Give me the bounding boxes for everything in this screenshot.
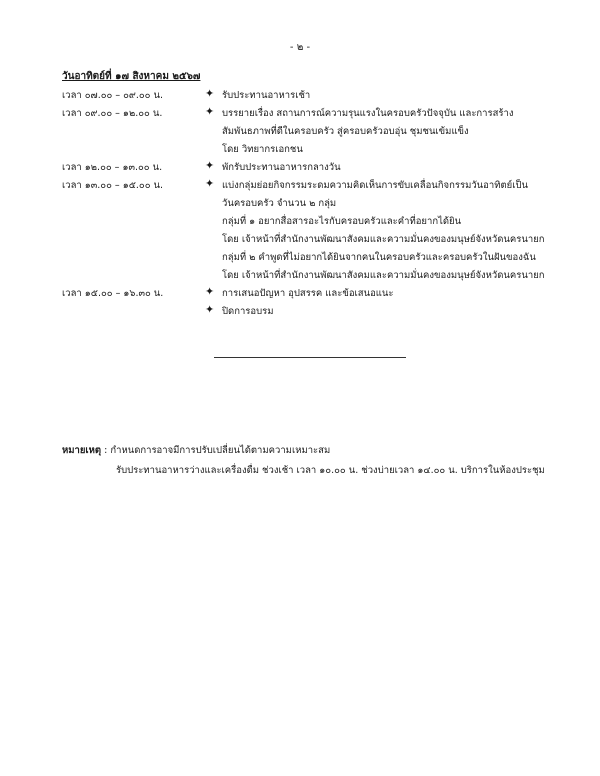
schedule-time: เวลา ๑๓.๐๐ – ๑๕.๐๐ น.: [62, 180, 164, 191]
schedule-line: การเสนอปัญหา อุปสรรค และข้อเสนอแนะ: [222, 288, 394, 299]
schedule-line: กลุ่มที่ ๑ อยากสื่อสารอะไรกับครอบครัวและคำที่อยากได้ยิน: [222, 216, 462, 227]
section-divider: [214, 357, 406, 358]
four-point-star-icon: ✦: [205, 285, 215, 298]
four-point-star-icon: ✦: [205, 303, 215, 316]
schedule-line: โดย เจ้าหน้าที่สำนักงานพัฒนาสังคมและความมั่นคงของมนุษย์จังหวัดนครนายก: [222, 234, 545, 245]
schedule-line: โดย วิทยากรเอกชน: [222, 144, 303, 155]
schedule-line: รับประทานอาหารเช้า: [222, 90, 311, 101]
four-point-star-icon: ✦: [205, 105, 215, 118]
schedule-line: ปิดการอบรม: [222, 306, 274, 317]
page-number: - ๒ -: [289, 42, 311, 53]
four-point-star-icon: ✦: [205, 159, 215, 172]
four-point-star-icon: ✦: [205, 177, 215, 190]
schedule-time: เวลา ๑๒.๐๐ – ๑๓.๐๐ น.: [62, 162, 163, 173]
schedule-time: เวลา ๐๗.๐๐ – ๐๙.๐๐ น.: [62, 90, 164, 101]
schedule-time: เวลา ๐๙.๐๐ – ๑๒.๐๐ น.: [62, 108, 163, 119]
schedule-time: เวลา ๑๕.๐๐ – ๑๖.๓๐ น.: [62, 288, 164, 299]
remark-label: หมายเหตุ: [62, 445, 102, 456]
remark-line-2: รับประทานอาหารว่างและเครื่องดื่ม ช่วงเช้า เวลา ๑๐.๐๐ น. ช่วงบ่ายเวลา ๑๔.๐๐ น. บริการในห้องประชุม: [116, 465, 545, 476]
remark-text: : กำหนดการอาจมีการปรับเปลี่ยนได้ตามความเหมาะสม: [104, 445, 331, 456]
schedule-line: บรรยายเรื่อง สถานการณ์ความรุนแรงในครอบครัวปัจจุบัน และการสร้าง: [222, 108, 514, 119]
four-point-star-icon: ✦: [205, 87, 215, 100]
schedule-line: สัมพันธภาพที่ดีในครอบครัว สู่ครอบครัวอบอุ่น ชุมชนเข้มแข็ง: [222, 126, 469, 137]
remark-line-1: [62, 443, 330, 458]
schedule-line: กลุ่มที่ ๒ คำพูดที่ไม่อยากได้ยินจากคนในครอบครัวและครอบครัวในฝันของฉัน: [222, 252, 536, 263]
schedule-line: พักรับประทานอาหารกลางวัน: [222, 162, 341, 173]
day-heading: วันอาทิตย์ที่ ๑๗ สิงหาคม ๒๕๖๗: [62, 71, 201, 82]
schedule-line: วันครอบครัว จำนวน ๒ กลุ่ม: [222, 198, 337, 209]
schedule-line: แบ่งกลุ่มย่อยกิจกรรมระดมความคิดเห็นการขับเคลื่อนกิจกรรมวันอาทิตย์เป็น: [222, 180, 528, 191]
schedule-line: โดย เจ้าหน้าที่สำนักงานพัฒนาสังคมและความมั่นคงของมนุษย์จังหวัดนครนายก: [222, 270, 545, 281]
